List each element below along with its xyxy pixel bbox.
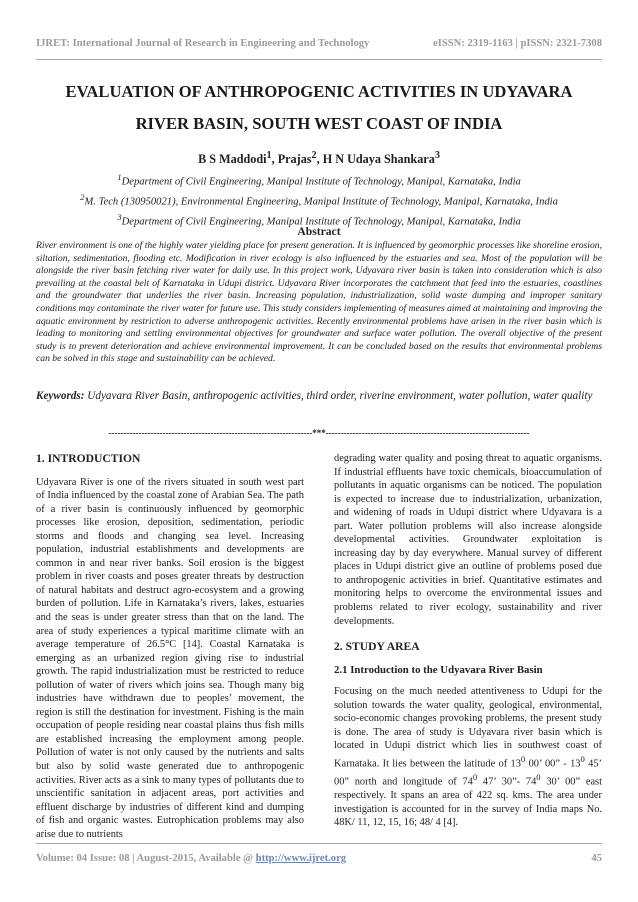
keywords-label: Keywords: — [36, 390, 85, 402]
affiliation-1 — [20, 170, 618, 190]
degree-sup-4: 0 — [536, 771, 541, 782]
author-list: B S Maddodi$^1$, Prajas$^2$, H N Udaya Shankara$^3$ — [198, 150, 440, 167]
right-column — [334, 452, 602, 830]
degree-sup-3: 0 — [472, 771, 478, 782]
section-separator: --------------------------------------------------------------------***-------------------------------------------------------------------- — [108, 428, 530, 438]
s21-part-a: Focusing on the much needed attentiveness to Udupi for the solution towards the water quality, geological, environmental, socio-economic changes provoking problems, the present study is done. The area of study is Udyavara river basin which is located in Udupi district which lies in southwest coast of Karnataka. It lies between the latitude of 13 — [334, 686, 602, 770]
affiliation-3-sup: 3 — [117, 211, 122, 222]
keywords-text: Udyavara River Basin, anthropogenic activities, third order, riverine environment, water pollution, water quality — [87, 390, 593, 402]
section-2-heading: 2. STUDY AREA — [334, 640, 420, 654]
journal-name: IJRET: International Journal of Research in Engineering and Technology — [36, 38, 370, 49]
title-line-2: RIVER BASIN, SOUTH WEST COAST OF INDIA — [135, 114, 503, 133]
affiliation-1-text: Department of Civil Engineering, Manipal Institute of Technology, Manipal, Karnataka, India — [121, 176, 521, 188]
author-2: Prajas — [277, 152, 312, 167]
author-3-sup: 3 — [434, 150, 440, 161]
section-1-paragraph-continued: degrading water quality and posing threat to aquatic organisms. If industrial effluents have toxic chemicals, bioaccumulation of pollutants in aquatic organisms can be noticed. The population is expected to increase due to industrialization, urbanization, and widening of roads in Udupi district where Udyavara is a part. Water pollution problems will also increase alongside developmental activities. Groundwater exploitation is increasing day by day everywhere. Manual survey of different places in Udupi district give an outline of problems posed due to anthropogenic activities in brief. Quantitative estimates and monitoring helps to overcome the environmental issues and problems related to river ecology, sustainability and river developments. — [334, 453, 602, 627]
section-2-1-paragraph — [334, 685, 602, 829]
affiliation-1-sup: 1 — [117, 172, 122, 182]
footer-rule — [36, 843, 602, 844]
keywords — [36, 386, 602, 407]
section-1-heading: 1. INTRODUCTION — [36, 452, 141, 465]
abstract-text: River environment is one of the highly water yielding place for present generation. It is influenced by geomorphic processes like shoreline erosion, siltation, sedimentation, flooding etc. Modification in river ecology is also influenced by the estuaries and sea. Most of the population will be alongside the river basin fetching river water for daily use. In this project work, Udyavara river basin is taken into consideration which is also prevailing at the coastal belt of Karnataka in Udupi district. Udyavara River incorporates the catchment that feed into the estuaries, coastlines and the groundwater that underlies the river basin. Increasing population, industrialization, solid waste dumping and improper sanitary conditions may contaminate the river water for future use. This study considers implementing of measures aimed at maintaining and improving the aquatic environment by restriction to adverse anthropogenic activities. Recently environmental problems have arisen in the river basin which is leading to monitoring and settling environmental objectives for groundwater and surface water pollution. The overall objective of the present study is to prevent deterioration and achieve environmental improvement. It can be concluded based on the results that environmental problems can be solved in this stage and sustainability can be achieved. — [36, 240, 602, 365]
running-header — [36, 38, 602, 49]
author-1-sup: 1 — [266, 150, 272, 161]
page-number: 45 — [591, 853, 602, 864]
s21-part-e: 30’ 00” east respectively. It spans an area of 422 sq. kms. The area under investigation is accounted for in the survey of India maps No. 48K/ 11, 12, 15, 16; 48/ 4 [4]. — [334, 776, 602, 829]
section-1-paragraph: Udyavara River is one of the rivers situated in south west part of India influenced by the coastal zone of Arabian Sea. The path of a river basin is continuously influenced by geomorphic processes like erosion, deposition, sedimentation, periodic storms and floods and changing sea level. Increasing population, industrial establishments and developments are common in and near river banks. Soil erosion is the biggest problem in river coasts and poses greater threats by destruction of natural habitats and destruct agro-ecosystem and a growing burden of pollution. Life in Karnataka’s rivers, lakes, estuaries and the seas is under greater stress than that on the land. The area of study experiences a typical maritime climate with an average temperature of 26.5°C [14]. Coastal Karnataka is emerging as an urbanized region giving rise to industrial growth. The rapid industrialization must be restricted to reduce pollution of water of rivers which joins sea. Though many big industries have withdrawn due to peoples’ movement, the region is still the destination for investment. Fishing is the main occupation of people residing near coastal plains thus fish mills are established increasing the employment among people. Pollution of water is not only caused by the nutrients and salts but also by solid waste generated due to anthropogenic activities. River acts as a sink to many types of pollutants due to unscientific sanitation in adjacent areas, port activities and effluent discharge by industries of different kind and dumping of fish and organic wastes. Eutrophication problems may also arise due to nutrients — [36, 476, 304, 840]
affiliation-2-text: M. Tech (130950021), Environmental Engineering, Manipal Institute of Technology, Manipal, Karnataka, India — [84, 196, 558, 208]
paper-title — [36, 76, 602, 140]
degree-sup-2: 0 — [580, 753, 585, 764]
section-2-1-heading: 2.1 Introduction to the Udyavara River Basin — [334, 663, 543, 676]
s21-part-d: 47’ 30”- 74 — [477, 776, 537, 788]
header-rule — [36, 59, 602, 60]
affiliations — [20, 170, 618, 229]
footer-volume-text: Volume: 04 Issue: 08 | August-2015, Available @ — [36, 853, 256, 864]
affiliation-2 — [20, 190, 618, 210]
author-3: H N Udaya Shankara — [322, 152, 435, 167]
abstract-heading: Abstract — [297, 225, 341, 238]
s21-part-c: 45’ 00” north and longitude of 74 — [334, 758, 603, 788]
journal-link[interactable]: http://www.ijret.org — [255, 853, 347, 864]
title-line-1: EVALUATION OF ANTHROPOGENIC ACTIVITIES IN UDYAVARA — [65, 82, 573, 101]
degree-sup-1: 0 — [520, 753, 526, 764]
footer-volume — [36, 853, 346, 864]
issn: eISSN: 2319-1163 | pISSN: 2321-7308 — [433, 38, 602, 49]
author-1: B S Maddodi — [198, 152, 267, 167]
author-2-sup: 2 — [311, 150, 317, 161]
left-column — [36, 452, 304, 841]
s21-part-b: 00’ 00” - 13 — [525, 758, 581, 770]
affiliation-2-sup: 2 — [80, 191, 85, 202]
affiliation-3-text: Department of Civil Engineering, Manipal Institute of Technology, Manipal, Karnataka, India — [121, 216, 521, 228]
running-footer — [36, 853, 602, 864]
